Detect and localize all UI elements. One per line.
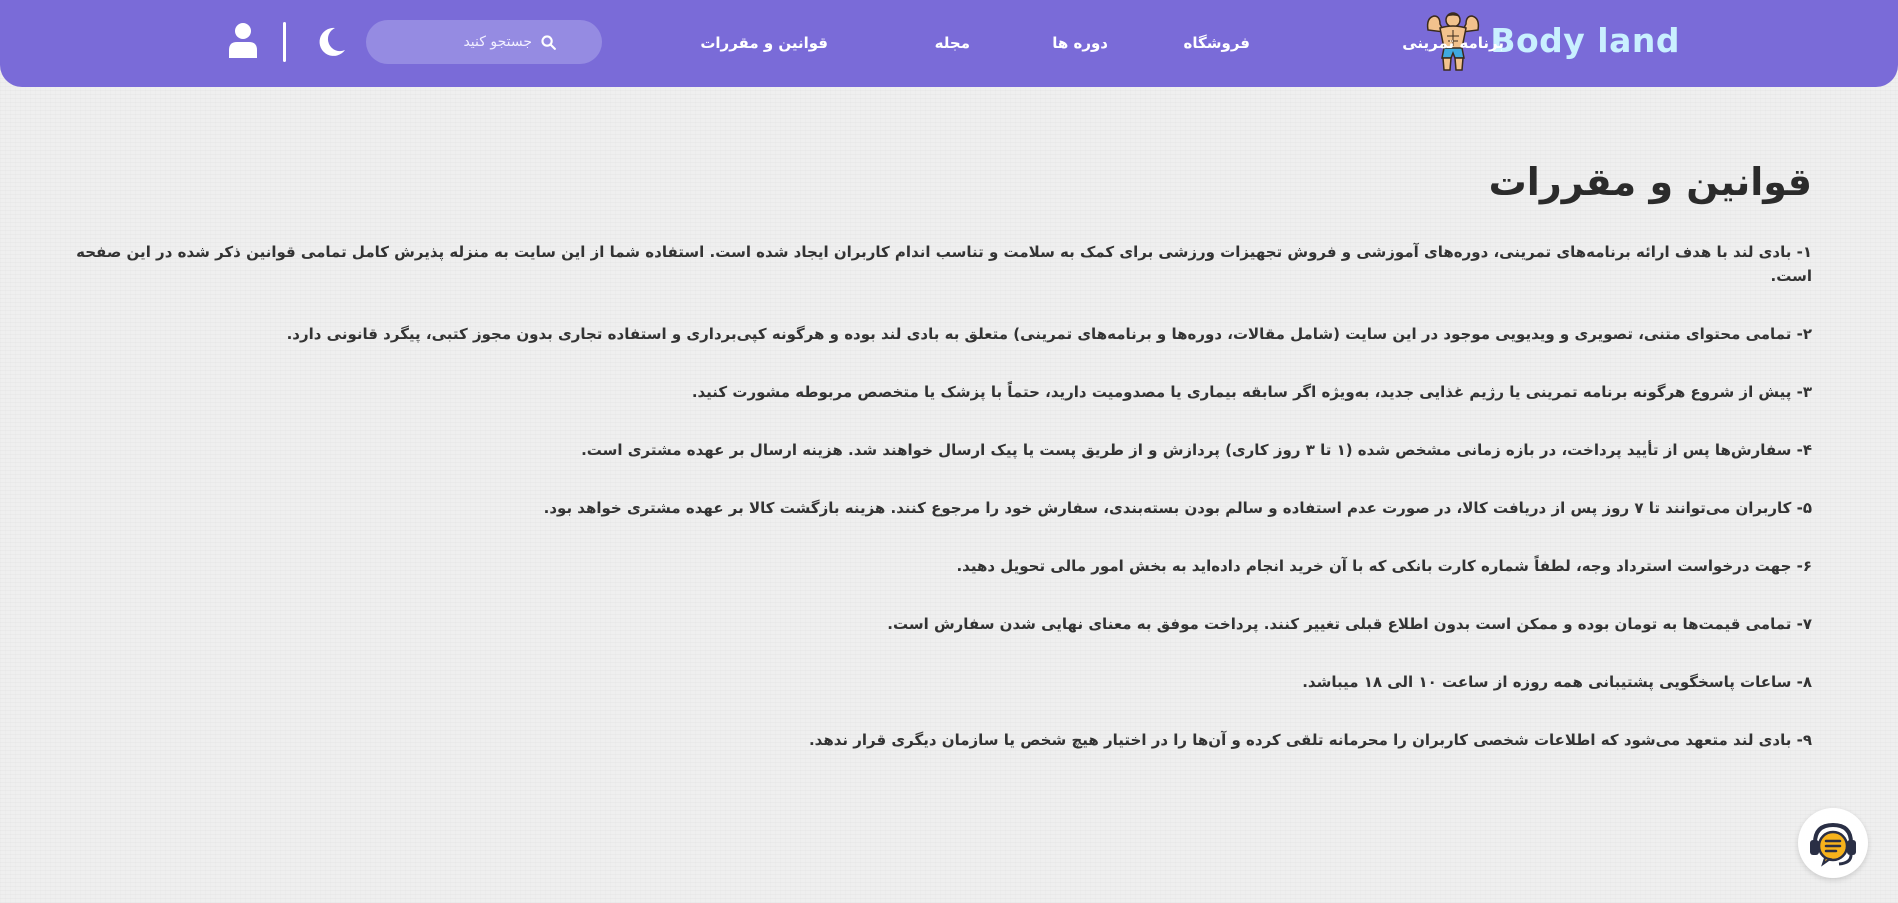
- rule-item: ۹- بادی لند متعهد می‌شود که اطلاعات شخصی کاربران را محرمانه تلقی کرده و آن‌ها را در اختیار هیچ شخص یا سازمان دیگری قرار ندهد.: [808, 731, 1812, 749]
- rule-item: ۲- تمامی محتوای متنی، تصویری و ویدیویی موجود در این سایت (شامل مقالات، دوره‌ها و برنامه‌های تمرینی) متعلق به بادی لند بوده و هرگونه کپی‌برداری و استفاده تجاری بدون مجوز کتبی، پیگرد قانونی دارد.: [286, 325, 1812, 343]
- nav-item-magazine[interactable]: مجله: [934, 34, 970, 52]
- support-chat-button[interactable]: [1798, 808, 1868, 878]
- user-icon[interactable]: [227, 22, 259, 58]
- moon-icon[interactable]: [313, 24, 349, 60]
- search-input[interactable]: [382, 34, 532, 50]
- site-header: [0, 0, 1898, 87]
- terms-content: [62, 160, 1812, 786]
- rule-item: ۳- پیش از شروع هرگونه برنامه تمرینی یا رژیم غذایی جدید، به‌ویژه اگر سابقه بیماری یا مصدومیت دارید، حتماً با پزشک یا متخصص مربوطه مشورت کنید.: [691, 383, 1812, 401]
- search-icon[interactable]: [540, 34, 557, 51]
- rule-item: ۴- سفارش‌ها پس از تأیید پرداخت، در بازه زمانی مشخص شده (۱ تا ۳ روز کاری) پردازش و از طریق پست یا پیک ارسال خواهند شد. هزینه ارسال بر عهده مشتری است.: [581, 441, 1812, 459]
- rule-item: ۶- جهت درخواست استرداد وجه، لطفاً شماره کارت بانکی که با آن خرید انجام داده‌اید به بخش امور مالی تحویل دهید.: [956, 557, 1812, 575]
- rule-item: ۷- تمامی قیمت‌ها به تومان بوده و ممکن است بدون اطلاع قبلی تغییر کنند. پرداخت موفق به معنای نهایی شدن سفارش است.: [887, 615, 1812, 633]
- brand-name: Body land: [1490, 20, 1680, 60]
- rule-item: ۱- بادی لند با هدف ارائه برنامه‌های تمرینی، دوره‌های آموزشی و فروش تجهیزات ورزشی برای کمک به سلامت و تناسب اندام کاربران ایجاد شده است. استفاده شما از این سایت به منزله پذیرش کامل تمامی قوانین ذکر شده در این صفحه است.: [76, 243, 1812, 285]
- search-box[interactable]: [366, 20, 602, 64]
- header-divider: [283, 22, 286, 62]
- page-title: قوانین و مقررات: [1488, 160, 1812, 204]
- support-chat-icon: [1803, 813, 1863, 873]
- rule-item: ۵- کاربران می‌توانند تا ۷ روز پس از دریافت کالا، در صورت عدم استفاده و سالم بودن بسته‌بندی، سفارش خود را مرجوع کنند. هزینه بازگشت کالا بر عهده مشتری خواهد بود.: [543, 499, 1812, 517]
- nav-item-terms[interactable]: قوانین و مقررات: [700, 34, 828, 52]
- nav-item-workout-program[interactable]: برنامه تمرینی: [1402, 34, 1504, 52]
- nav-item-shop[interactable]: فروشگاه: [1183, 34, 1250, 52]
- nav-item-courses[interactable]: دوره ها: [1052, 34, 1108, 52]
- rule-item: ۸- ساعات پاسخگویی پشتیبانی همه روزه از ساعت ۱۰ الی ۱۸ میباشد.: [1302, 673, 1812, 691]
